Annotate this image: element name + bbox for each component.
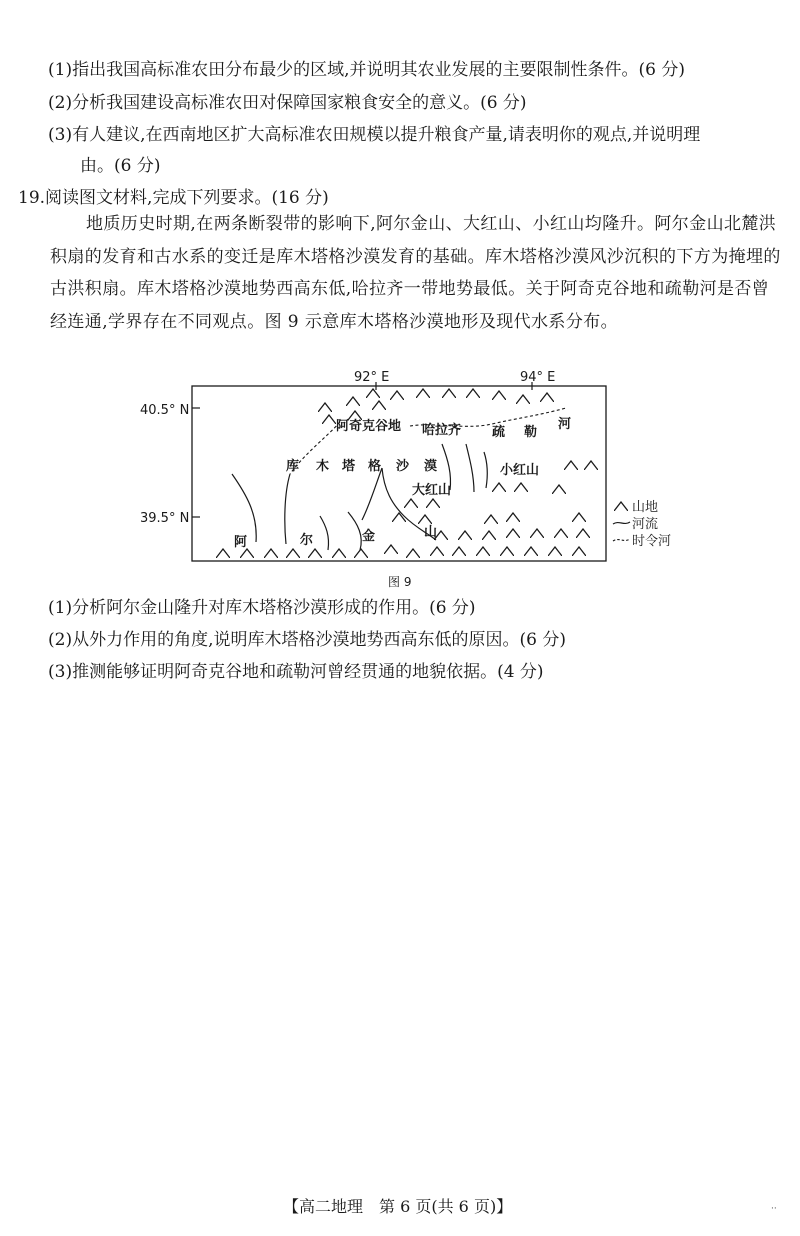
place-halaqi: 哈拉齐	[422, 423, 462, 438]
legend-mountain-label: 山地	[632, 500, 659, 515]
place-kumtag-1: 库	[286, 459, 300, 474]
place-kumtag-3: 塔	[342, 459, 356, 474]
q19-question-2: (2)从外力作用的角度,说明库木塔格沙漠地势西高东低的原因。(6 分)	[48, 630, 566, 650]
place-shule-3: 河	[558, 417, 572, 432]
place-aerjin-1: 阿	[234, 535, 248, 550]
place-xiaohongshan: 小红山	[500, 463, 540, 478]
lon-label-94: 94° E	[520, 370, 556, 385]
prev-question-1: (1)指出我国高标准农田分布最少的区域,并说明其农业发展的主要限制性条件。(6 分)	[48, 60, 685, 80]
prev-question-3: (3)有人建议,在西南地区扩大高标准农田规模以提升粮食产量,请表明你的观点,并说明理	[48, 125, 701, 145]
figure-9-map	[136, 364, 672, 574]
legend-intermittent-icon	[613, 539, 630, 541]
place-aerjin-3: 金	[362, 529, 376, 544]
q19-question-3: (3)推测能够证明阿奇克谷地和疏勒河曾经贯通的地貌依据。(4 分)	[48, 662, 544, 682]
prev-question-2: (2)分析我国建设高标准农田对保障国家粮食安全的意义。(6 分)	[48, 93, 527, 113]
legend-river-label: 河流	[632, 517, 659, 532]
place-kumtag-2: 木	[316, 459, 330, 474]
place-kumtag-5: 沙	[396, 459, 410, 474]
lat-label-39-5: 39.5° N	[140, 511, 190, 526]
legend-river-icon	[613, 522, 630, 524]
place-kumtag-6: 漠	[424, 459, 438, 474]
figure-caption: 图 9	[388, 575, 412, 589]
place-shule-2: 勒	[524, 425, 538, 440]
mountain-symbols-aerjinshan	[216, 513, 590, 558]
place-aerjin-4: 山	[424, 525, 438, 540]
place-kumtag-4: 格	[368, 459, 382, 474]
corner-mark: ··	[771, 1204, 777, 1214]
q19-question-1: (1)分析阿尔金山隆升对库木塔格沙漠形成的作用。(6 分)	[48, 598, 476, 618]
place-aerjin-2: 尔	[300, 533, 314, 548]
prev-question-3-cont: 由。(6 分)	[80, 156, 161, 176]
place-dahongshan: 大红山	[412, 483, 452, 498]
legend-mountain-icon	[614, 502, 628, 511]
legend-intermittent-label: 时令河	[632, 534, 672, 549]
place-shule-1: 疏	[492, 425, 506, 440]
lat-label-40-5: 40.5° N	[140, 403, 190, 418]
q19-paragraph: 地质历史时期,在两条断裂带的影响下,阿尔金山、大红山、小红山均隆升。阿尔金山北麓洪积扇的发育和古水系的变迁是库木塔格沙漠发育的基础。库木塔格沙漠风沙沉积的下方为掩埋的古洪积扇。库木塔格沙漠地势西高东低,哈拉齐一带地势最低。关于阿奇克谷地和疏勒河是否曾经连通,学界存在不同观点。图 9 示意库木塔格沙漠地形及现代水系分布。	[50, 214, 781, 332]
page-footer: 【高二地理 第 6 页(共 6 页)】	[283, 1197, 513, 1216]
lon-label-92: 92° E	[354, 370, 390, 385]
place-aqike: 阿奇克谷地	[336, 419, 402, 434]
q19-header: 19.阅读图文材料,完成下列要求。(16 分)	[18, 188, 329, 208]
map-legend	[613, 499, 671, 549]
